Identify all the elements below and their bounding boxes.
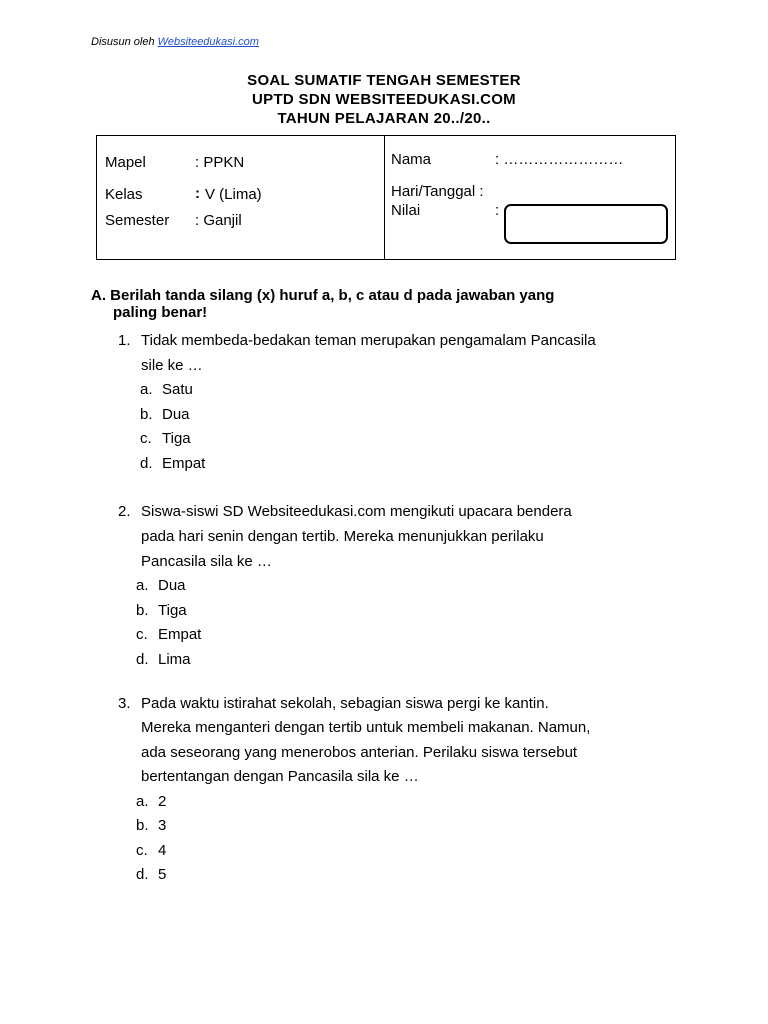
question-text-line: sile ke …: [141, 357, 203, 374]
question-number: 1.: [118, 332, 131, 349]
option-text: Tiga: [162, 430, 191, 447]
nilai-score-box[interactable]: [504, 204, 668, 244]
credit-link[interactable]: Websiteedukasi.com: [157, 36, 259, 48]
option-letter[interactable]: a.: [136, 577, 149, 594]
question-text-line: Tidak membeda-bedakan teman merupakan pengamalam Pancasila: [141, 332, 596, 349]
option-text: Tiga: [158, 602, 187, 619]
identity-divider: [384, 136, 385, 259]
question-text-line: Pancasila sila ke …: [141, 553, 272, 570]
option-letter[interactable]: b.: [136, 817, 149, 834]
kelas-label: Kelas: [105, 186, 143, 203]
option-text: Dua: [158, 577, 186, 594]
option-text: Empat: [162, 455, 206, 472]
nilai-label: Nilai: [391, 202, 421, 219]
option-letter[interactable]: a.: [140, 381, 153, 398]
option-letter[interactable]: d.: [136, 651, 149, 668]
option-letter[interactable]: a.: [136, 793, 149, 810]
question-text-line: Siswa-siswi SD Websiteedukasi.com mengikuti upacara bendera: [141, 503, 572, 520]
title-line-2: UPTD SDN WEBSITEEDUKASI.COM: [252, 91, 516, 108]
section-a-instruction: [91, 287, 681, 321]
option-text: Empat: [158, 626, 202, 643]
section-a-line-1: Berilah tanda silang (x) huruf a, b, c atau d pada jawaban yang: [110, 287, 555, 304]
option-text: 5: [158, 866, 167, 883]
question-text-line: Mereka menganteri dengan tertib untuk membeli makanan. Namun,: [141, 719, 591, 736]
section-a-line-2: paling benar!: [113, 304, 208, 321]
option-letter[interactable]: d.: [140, 455, 153, 472]
nama-label: Nama: [391, 151, 432, 168]
option-text: Satu: [162, 381, 193, 398]
question-text-line: pada hari senin dengan tertib. Mereka menunjukkan perilaku: [141, 528, 544, 545]
option-text: 2: [158, 793, 167, 810]
nama-field[interactable]: : ……………………: [495, 151, 624, 168]
option-text: 3: [158, 817, 167, 834]
question-number: 3.: [118, 695, 131, 712]
credit-prefix: Disusun oleh: [91, 36, 155, 48]
kelas-value: V (Lima): [205, 186, 262, 203]
section-a-label: A.: [91, 287, 106, 304]
nilai-colon: :: [495, 202, 500, 219]
semester-label: Semester: [105, 212, 170, 229]
semester-value: : Ganjil: [195, 212, 242, 229]
title-line-3: TAHUN PELAJARAN 20../20..: [277, 110, 491, 127]
option-letter[interactable]: d.: [136, 866, 149, 883]
option-letter[interactable]: b.: [136, 602, 149, 619]
hari-tanggal-label: Hari/Tanggal :: [391, 183, 484, 200]
author-credit: [91, 36, 259, 48]
question-text-line: bertentangan dengan Pancasila sila ke …: [141, 768, 419, 785]
mapel-value: : PPKN: [195, 154, 245, 171]
option-text: Lima: [158, 651, 191, 668]
question-number: 2.: [118, 503, 131, 520]
option-text: Dua: [162, 406, 190, 423]
option-letter[interactable]: c.: [136, 842, 148, 859]
option-letter[interactable]: c.: [140, 430, 152, 447]
option-text: 4: [158, 842, 167, 859]
option-letter[interactable]: b.: [140, 406, 153, 423]
kelas-colon: :: [195, 185, 200, 202]
title-line-1: SOAL SUMATIF TENGAH SEMESTER: [247, 72, 521, 89]
question-text-line: ada seseorang yang menerobos anterian. Perilaku siswa tersebut: [141, 744, 578, 761]
question-text-line: Pada waktu istirahat sekolah, sebagian siswa pergi ke kantin.: [141, 695, 549, 712]
mapel-label: Mapel: [105, 154, 146, 171]
option-letter[interactable]: c.: [136, 626, 148, 643]
